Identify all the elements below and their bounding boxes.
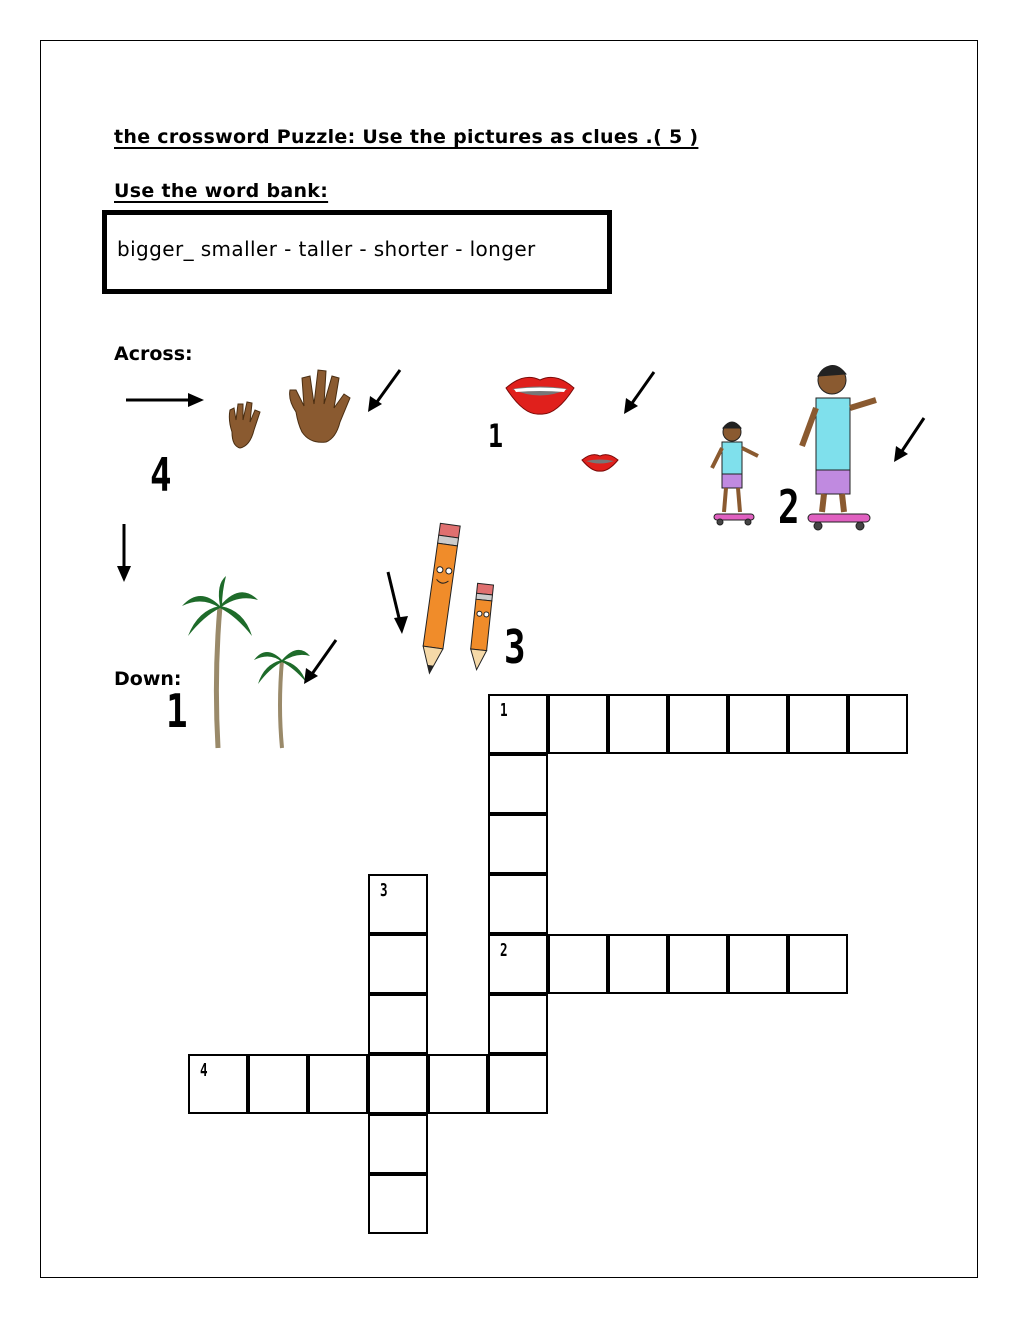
crossword-cell[interactable] — [548, 934, 608, 994]
crossword-cell[interactable] — [368, 934, 428, 994]
crossword-cell[interactable] — [488, 814, 548, 874]
crossword-cell[interactable] — [428, 1054, 488, 1114]
crossword-cell[interactable] — [488, 934, 548, 994]
clue-number-down-1: 1 — [166, 684, 188, 738]
crossword-cell[interactable] — [788, 694, 848, 754]
skater-boys-icon — [704, 356, 930, 546]
crossword-cell[interactable] — [668, 934, 728, 994]
clue-number-across-2: 2 — [778, 480, 800, 534]
clue-number-across-4: 4 — [150, 448, 172, 502]
crossword-cell[interactable] — [368, 1174, 428, 1234]
pencils-icon — [384, 518, 504, 680]
clue-number-across-1: 1 — [488, 417, 504, 455]
crossword-cell[interactable] — [248, 1054, 308, 1114]
crossword-cell[interactable] — [488, 994, 548, 1054]
crossword-cell[interactable] — [368, 994, 428, 1054]
crossword-cell[interactable] — [788, 934, 848, 994]
crossword-cell[interactable] — [368, 1114, 428, 1174]
crossword-cell[interactable] — [848, 694, 908, 754]
across-label: Across: — [114, 343, 193, 365]
crossword-cell[interactable] — [608, 934, 668, 994]
crossword-cell[interactable] — [488, 694, 548, 754]
worksheet-title: the crossword Puzzle: Use the pictures as clues .( 5 ) — [114, 126, 699, 148]
crossword-cell[interactable] — [488, 754, 548, 814]
down-arrow-icon — [114, 524, 134, 586]
crossword-cell[interactable] — [308, 1054, 368, 1114]
cell-number: 4 — [200, 1060, 208, 1081]
crossword-cell[interactable] — [368, 874, 428, 934]
cell-number: 2 — [500, 940, 508, 961]
clue-number-down-3: 3 — [504, 620, 526, 674]
crossword-cell[interactable] — [548, 694, 608, 754]
across-arrow-icon — [126, 390, 206, 410]
crossword-cell[interactable] — [488, 874, 548, 934]
hands-icon — [218, 360, 408, 460]
crossword-cell[interactable] — [608, 694, 668, 754]
down-label: Down: — [114, 668, 182, 690]
crossword-cell[interactable] — [728, 694, 788, 754]
palm-trees-icon — [180, 576, 340, 754]
cell-number: 1 — [500, 700, 508, 721]
crossword-cell[interactable] — [488, 1054, 548, 1114]
crossword-cell[interactable] — [668, 694, 728, 754]
word-bank-box — [102, 210, 612, 294]
lips-icon — [500, 368, 660, 478]
crossword-cell[interactable] — [188, 1054, 248, 1114]
cell-number: 3 — [380, 880, 388, 901]
word-bank-list: bigger_ smaller - taller - shorter - longer — [117, 237, 536, 261]
crossword-cell[interactable] — [368, 1054, 428, 1114]
crossword-cell[interactable] — [728, 934, 788, 994]
word-bank-heading: Use the word bank: — [114, 180, 329, 202]
